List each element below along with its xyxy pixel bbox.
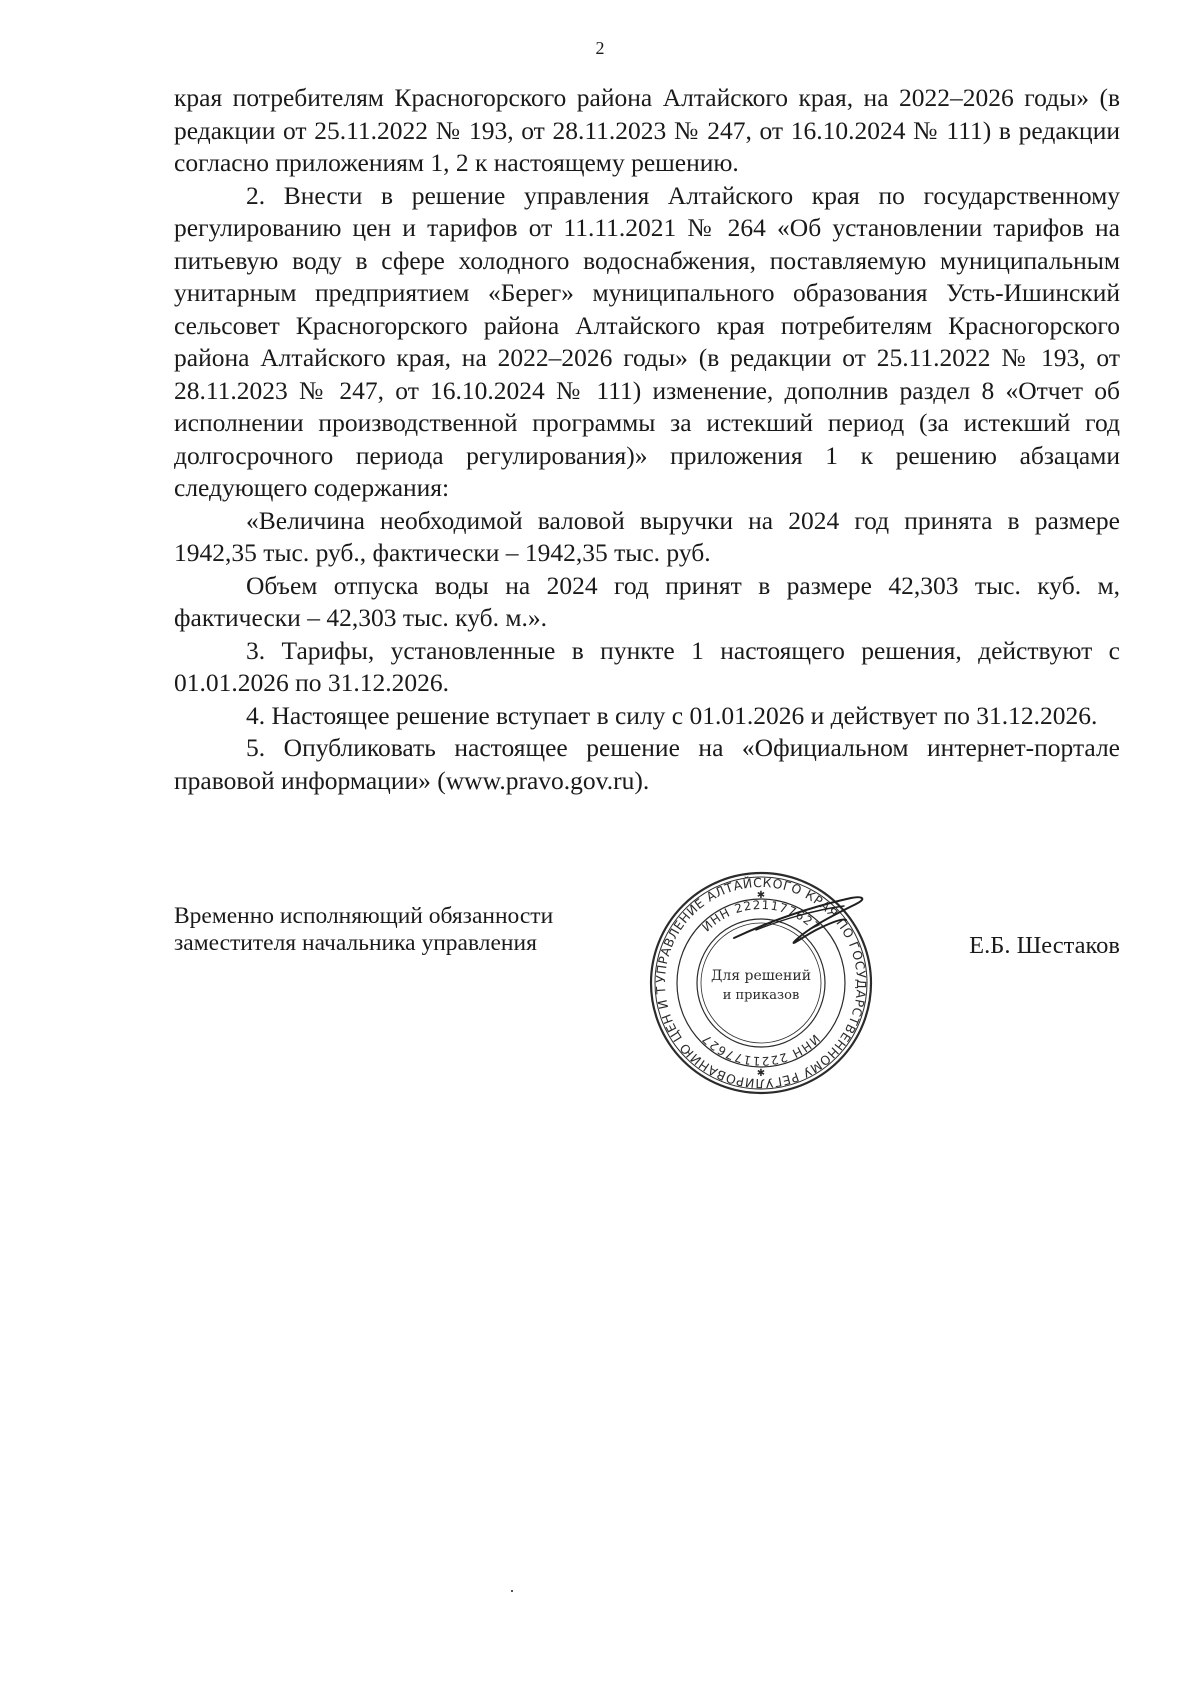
stamp-center-line-2: и приказов bbox=[722, 988, 800, 1003]
paragraph-revenue: «Величина необходимой валовой выручки на 2024 год принята в размере 1942,35 тыс. руб., фактически – 1942,35 тыс. руб. bbox=[174, 505, 1120, 567]
signatory-position bbox=[174, 903, 553, 957]
scan-dot bbox=[511, 1590, 513, 1592]
stamp-center-line-1: Для решений bbox=[710, 968, 812, 984]
document-body bbox=[174, 82, 1120, 797]
paragraph-item-5: 5. Опубликовать настоящее решение на «Официальном интернет-портале правовой информации» (www.pravo.gov.ru). bbox=[174, 733, 1120, 795]
paragraph-item-3: 3. Тарифы, установленные в пункте 1 настоящего решения, действуют с 01.01.2026 по 31.12.2026. bbox=[174, 635, 1120, 697]
signature-block bbox=[174, 874, 1120, 1103]
paragraph-item-2: 2. Внести в решение управления Алтайского края по государственному регулированию цен и тарифов от 11.11.2021 № 264 «Об установлении тарифов на питьевую воду в сфере холодного водоснабжения, поставляемую муниципальным унитарным предприятием «Берег» муниципального образования Усть-Ишинский сельсовет Красногорского района Алтайского края потребителям Красногорского района Алтайского края, на 2022–2026 годы» (в редакции от 25.11.2022 № 193, от 28.11.2023 № 247, от 16.10.2024 № 111) изменение, дополнив раздел 8 «Отчет об исполнении производственной программы за истекший период (за истекший год долгосрочного периода регулирования)» приложения 1 к решению абзацами следующего содержания: bbox=[174, 180, 1120, 502]
signatory-position-line-2: заместителя начальника управления bbox=[174, 930, 537, 956]
svg-text:✱: ✱ bbox=[756, 890, 766, 901]
svg-text:ИНН 2221177627 bbox=[699, 898, 823, 935]
svg-text:ИНН 2221177627 bbox=[699, 1031, 823, 1068]
paragraph-item-4: 4. Настоящее решение вступает в силу с 01.01.2026 и действует по 31.12.2026. bbox=[246, 700, 1098, 730]
svg-text:✱: ✱ bbox=[756, 1068, 766, 1079]
page-number: 2 bbox=[595, 38, 605, 58]
paragraph-water-volume: Объем отпуска воды на 2024 год принят в размере 42,303 тыс. куб. м, фактически – 42,303 тыс. куб. м.». bbox=[174, 570, 1120, 632]
signatory-position-line-1: Временно исполняющий обязанности bbox=[174, 903, 554, 929]
stamp-outer-text: УПРАВЛЕНИЕ АЛТАЙСКОГО КРАЯ ПО ГОСУДАРСТВЕННОМУ РЕГУЛИРОВАНИЮ ЦЕН И Т bbox=[652, 874, 870, 1092]
official-seal-stamp bbox=[646, 868, 876, 1098]
paragraph-continuation: края потребителям Красногорского района Алтайского края, на 2022–2026 годы» (в редакции от 25.11.2022 № 193, от 28.11.2023 № 247, от 16.10.2024 № 111) в редакции согласно приложениям 1, 2 к настоящему решению. bbox=[174, 83, 1120, 177]
stamp-inn-text-2: ИНН 2221177627 bbox=[698, 1031, 823, 1069]
signatory-name: Е.Б. Шестаков bbox=[969, 932, 1120, 959]
stamp-inn-text: ИНН 2221177627 bbox=[699, 897, 824, 935]
